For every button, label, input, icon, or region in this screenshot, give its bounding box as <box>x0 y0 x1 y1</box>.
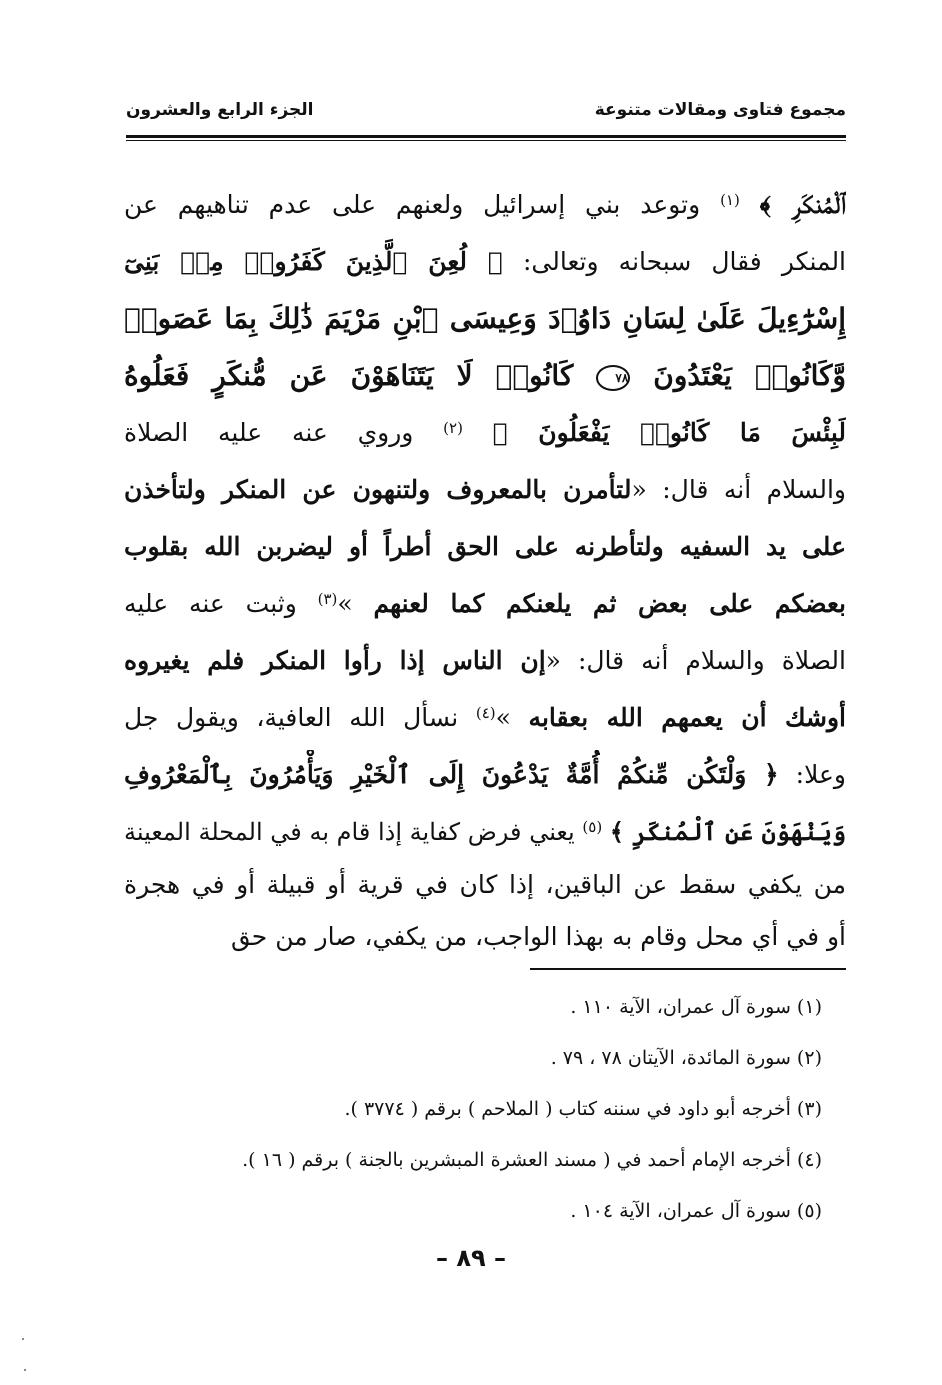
text-line-7 <box>124 522 846 572</box>
text: المنكر فقال سبحانه وتعالى: <box>522 247 846 276</box>
hadith-text: لتأمرن بالمعروف ولتنهون عن المنكر ولتأخذن <box>124 475 632 504</box>
text: وروي عنه عليه الصلاة <box>124 418 414 447</box>
footnote-separator <box>530 968 846 970</box>
hadith-text: إن الناس إذا رأوا المنكر فلم يغيروه <box>124 646 546 675</box>
text: نسأل الله العافية، ويقول جل <box>124 703 459 732</box>
ayah-number-marker: ٧٨ <box>596 365 630 391</box>
quran-text: ﴿ وَلْتَكُن مِّنكُمْ أُمَّةٌ يَدْعُونَ إِلَى ٱلْخَيْرِ وَيَأْمُرُونَ بِٱلْمَعْرُوفِ <box>124 760 779 789</box>
footnote-ref-2: (٢) <box>443 419 463 437</box>
text-line-5 <box>124 408 846 458</box>
hadith-text: على يد السفيه ولتأطرنه على الحق أطراً أو ليضربن الله بقلوب <box>124 532 846 561</box>
page-number: – ٨٩ – <box>435 1244 506 1272</box>
text: وتوعد بني إسرائيل ولعنهم على عدم تناهيهم عن <box>124 190 701 219</box>
footnote-5: (٥) سورة آل عمران، الآية ١٠٤ . <box>570 1200 822 1222</box>
footnote-1: (١) سورة آل عمران، الآية ١١٠ . <box>570 996 822 1018</box>
text-line-1 <box>124 180 846 230</box>
footnote-4: (٤) أخرجه الإمام أحمد في ( مسند العشرة المبشرين بالجنة ) برقم ( ١٦ ). <box>242 1149 822 1171</box>
text-line-14 <box>124 912 846 962</box>
text: يعني فرض كفاية إذا قام به في المحلة المعينة <box>124 818 575 846</box>
quote-close: » <box>495 703 511 732</box>
text-line-3 <box>124 294 846 344</box>
text: الصلاة والسلام أنه قال: « <box>545 646 846 675</box>
quran-text: وَيَنْهَوْنَ عَنِ ٱلْمُنكَرِ ﴾ <box>609 817 846 846</box>
header-rule-thick <box>126 135 846 138</box>
text: من يكفي سقط عن الباقين، إذا كان في قرية أو قبيلة أو في هجرة <box>124 870 846 899</box>
quote-close: » <box>337 589 353 618</box>
footnote-ref-3: (٣) <box>317 590 338 608</box>
hadith-text: أوشك أن يعمهم الله بعقابه <box>528 703 846 732</box>
header-volume-title: الجزء الرابع والعشرون <box>126 100 314 120</box>
text: والسلام أنه قال: « <box>631 475 846 504</box>
footnote-ref-4: (٤) <box>475 704 496 722</box>
quran-text: كَانُوا۟ لَا يَتَنَاهَوْنَ عَن مُّنكَرٍ فَعَلُوهُ <box>124 359 574 392</box>
text: وعلا: <box>795 760 846 789</box>
text-line-6 <box>124 465 846 515</box>
text-line-4 <box>124 351 846 401</box>
text: أو في أي محل وقام به بهذا الواجب، من يكفي، صار من حق <box>230 922 846 951</box>
hadith-text: بعضكم على بعض ثم يلعنكم كما لعنهم <box>373 589 846 618</box>
text-line-12 <box>124 807 846 857</box>
text-line-10 <box>124 693 846 743</box>
text-line-2 <box>124 237 846 287</box>
quran-text: إِسْرَٰٓءِيلَ عَلَىٰ لِسَانِ دَاوُۥدَ وَعِيسَى ٱبْنِ مَرْيَمَ ذَٰلِكَ بِمَا عَصَوا۟ <box>124 302 846 335</box>
text-line-8 <box>124 579 846 629</box>
footnote-2: (٢) سورة المائدة، الآيتان ٧٨ ، ٧٩ . <box>550 1047 822 1069</box>
quran-text: لَبِئْسَ مَا كَانُوا۟ يَفْعَلُونَ ﴾ <box>492 418 846 447</box>
quran-text: ﴿ لُعِنَ ٱلَّذِينَ كَفَرُوا۟ مِنۢ بَنِىٓ <box>124 247 503 276</box>
text-line-13 <box>124 860 846 910</box>
header-book-title: مجموع فتاوى ومقالات متنوعة <box>594 100 846 120</box>
quran-text: وَّكَانُوا۟ يَعْتَدُونَ <box>653 359 846 392</box>
text-line-9 <box>124 636 846 686</box>
scan-speck <box>22 1338 24 1340</box>
text: وثبت عنه عليه <box>124 589 297 618</box>
footnote-ref-1: (١) <box>720 191 740 209</box>
footnote-3: (٣) أخرجه أبو داود في سننه كتاب ( الملاحم ) برقم ( ٣٧٧٤ ). <box>344 1098 822 1120</box>
footnote-ref-5: (٥) <box>582 818 603 836</box>
header-rule-thin <box>126 140 846 141</box>
scan-speck <box>24 1369 26 1371</box>
text-line-11 <box>124 750 846 800</box>
quran-text: ﭐلْمُنكَرِ ﴾ <box>759 190 846 219</box>
